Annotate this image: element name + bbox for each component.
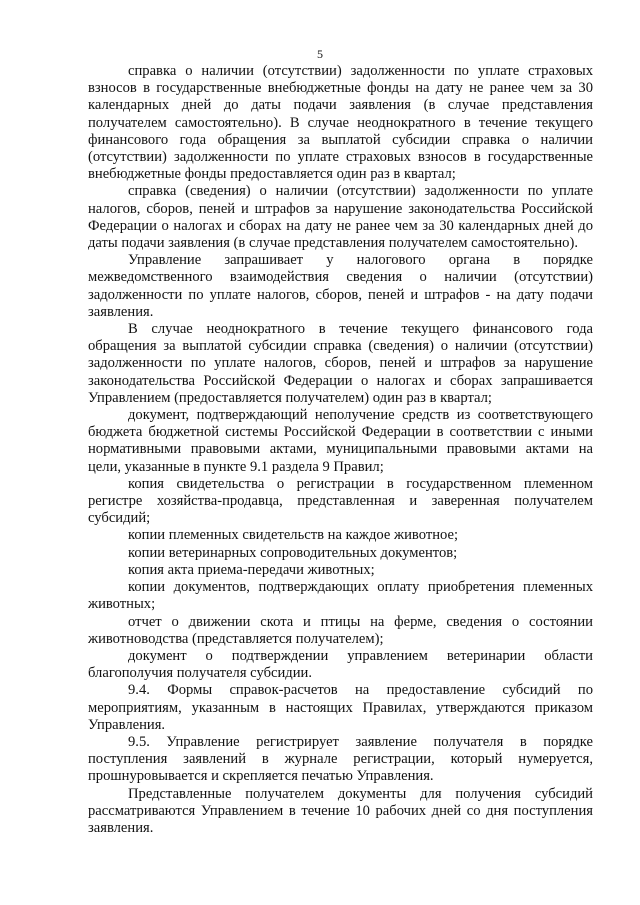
paragraph-no-funds-document: документ, подтверждающий неполучение средств из соответствующего бюджета бюджетной системы Российской Федерации в соответствии с иными нормативными правовыми актами, муниципальными правовыми актами на цели, указанные в пункте 9.1 раздела 9 Правил; (88, 407, 593, 475)
paragraph-breeding-certificates: копии племенных свидетельств на каждое животное; (128, 527, 459, 544)
paragraph-insurance-certificate: справка о наличии (отсутствии) задолженности по уплате страховых взносов в государственные внебюджетные фонды на дату не ранее чем за 30 календарных дней до даты подачи заявления (в случае представления получателем самостоятельно). В случае неоднократного в течение текущего финансового года обращения за выплатой субсидии справка о наличии (отсутствии) задолженности по уплате страховых взносов в государственные внебюджетные фонды предоставляется один раз в квартал; (88, 63, 593, 183)
paragraph-veterinary-confirmation: документ о подтверждении управлением ветеринарии области благополучия получателя субсидии. (88, 647, 593, 682)
paragraph-9-4: 9.4. Формы справок-расчетов на предоставление субсидий по мероприятиям, указанным в настоящих Правилах, утверждаются приказом Управления. (88, 682, 593, 733)
paragraph-livestock-report: отчет о движении скота и птицы на ферме, сведения о состоянии животноводства (представляется получателем); (88, 613, 593, 647)
paragraph-interagency-request: Управление запрашивает у налогового органа в порядке межведомственного взаимодействия сведения о наличии (отсутствии) задолженности по уплате налогов, сборов, пеней и штрафов - на дату подачи заявления. (88, 252, 593, 320)
page-number: 5 (317, 47, 323, 61)
paragraph-payment-documents: копии документов, подтверждающих оплату приобретения племенных животных; (88, 579, 593, 613)
paragraph-repeated-request: В случае неоднократного в течение текущего финансового года обращения за выплатой субсидии справка (сведения) о наличии (отсутствии) задолженности по уплате налогов, сборов, пеней и штрафов за нарушение законодательства Российской Федерации о налогах и сборах запрашивается Управлением (предоставляется получателем) один раз в квартал; (88, 321, 593, 406)
paragraph-9-5: 9.5. Управление регистрирует заявление получателя в порядке поступления заявлений в журнале регистрации, который нумеруется, прошнуровывается и скрепляется печатью Управления. (88, 733, 593, 785)
paragraph-registry-certificate: копия свидетельства о регистрации в государственном племенном регистре хозяйства-продавца, представленная и заверенная получателем субсидий; (88, 475, 593, 527)
paragraph-veterinary-documents: копии ветеринарных сопроводительных документов; (128, 544, 458, 561)
paragraph-tax-certificate: справка (сведения) о наличии (отсутствии) задолженности по уплате налогов, сборов, пеней и штрафов за нарушение законодательства Российской Федерации о налогах и сборах на дату не ранее чем за 30 календарных дней до даты подачи заявления (в случае представления получателем самостоятельно). (88, 183, 593, 252)
paragraph-transfer-act: копия акта приема-передачи животных; (128, 561, 375, 578)
document-body (88, 63, 593, 837)
paragraph-review-period: Представленные получателем документы для получения субсидий рассматриваются Управлением в течение 10 рабочих дней со дня поступления заявления. (88, 785, 593, 836)
